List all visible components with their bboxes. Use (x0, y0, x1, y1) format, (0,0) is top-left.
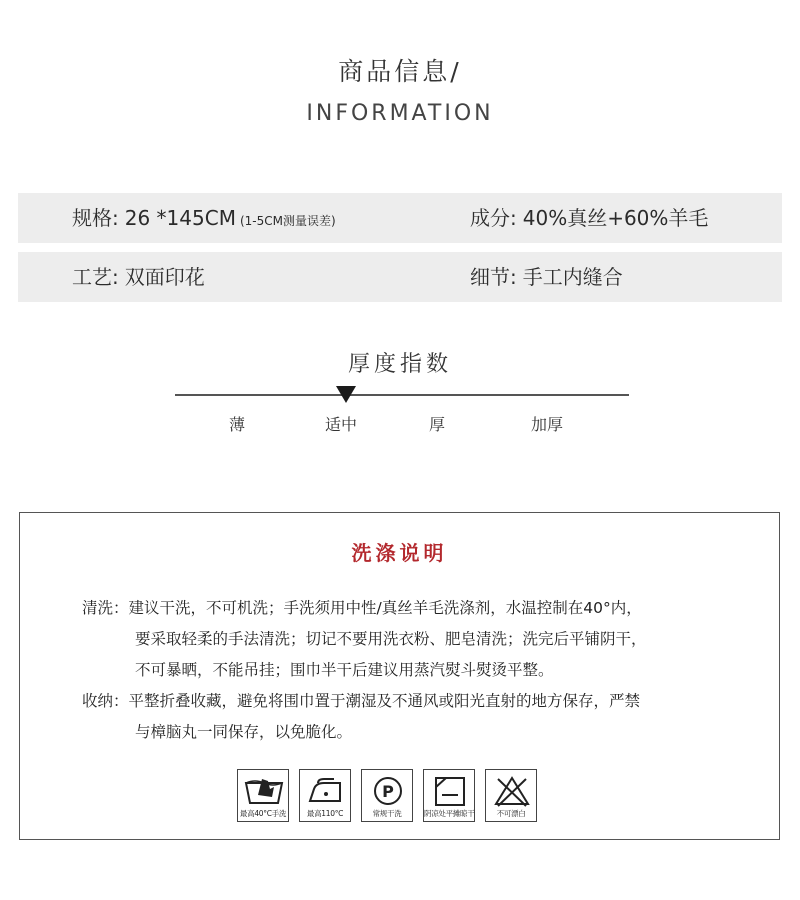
spec-size-value: 26 *145CM (124, 206, 236, 230)
hand-wash-caption: 最高40°C手洗 (239, 809, 287, 818)
care-storage-line: 收纳：平整折叠收藏，避免将围巾置于潮湿及不通风或阳光直射的地方保存，严禁 (82, 692, 641, 710)
spec-craft-label: 工艺: (72, 265, 119, 289)
spec-craft (72, 252, 205, 302)
thickness-level-thin: 薄 (229, 415, 246, 434)
spec-detail-value: 手工内缝合 (522, 265, 623, 289)
care-wash-line: 不可暴晒，不能吊挂；围巾半干后建议用蒸汽熨斗熨烫平整。 (135, 661, 554, 679)
shade-dry-flat-caption: 阴凉处平摊晾干 (424, 809, 475, 818)
spec-detail (470, 252, 623, 302)
spec-material-label: 成分: (470, 206, 517, 230)
spec-detail-label: 细节: (470, 265, 517, 289)
care-wash-line: 清洗：建议干洗，不可机洗；手洗须用中性/真丝羊毛洗涤剂，水温控制在40°内， (82, 599, 642, 617)
spec-size (72, 193, 336, 243)
dry-clean-caption: 常规干洗 (372, 809, 402, 818)
thickness-level-medium: 适中 (325, 415, 358, 434)
spec-material (470, 193, 708, 243)
hand-wash-icon (237, 769, 289, 822)
care-storage-line: 与樟脑丸一同保存，以免脆化。 (135, 723, 353, 741)
page-title-en: INFORMATION (306, 101, 494, 126)
thickness-level-thick: 厚 (429, 415, 446, 434)
spec-row-1 (18, 193, 782, 243)
thickness-marker-icon (336, 386, 356, 403)
do-not-bleach-caption: 不可漂白 (496, 809, 526, 818)
iron-icon (299, 769, 351, 822)
thickness-scale-line (175, 394, 629, 396)
shade-dry-flat-icon (423, 769, 475, 822)
spec-size-label: 规格: (72, 206, 119, 230)
care-title: 洗涤说明 (351, 541, 448, 565)
svg-text:P: P (382, 782, 394, 801)
iron-caption: 最高110°C (306, 809, 344, 818)
page-title-cn: 商品信息/ (338, 57, 462, 86)
dry-clean-icon (361, 769, 413, 822)
do-not-bleach-icon (485, 769, 537, 822)
thickness-title: 厚度指数 (347, 352, 452, 377)
spec-material-value: 40%真丝+60%羊毛 (522, 206, 709, 230)
spec-row-2 (18, 252, 782, 302)
care-icons (237, 769, 537, 825)
care-wash-line: 要采取轻柔的手法清洗；切记不要用洗衣粉、肥皂清洗；洗完后平铺阴干， (135, 630, 647, 648)
care-instructions-box (19, 512, 780, 840)
thickness-level-extra-thick: 加厚 (531, 415, 564, 434)
spec-size-note: (1-5CM测量误差) (239, 214, 336, 228)
spec-craft-value: 双面印花 (124, 265, 205, 289)
care-storage-paragraph (82, 686, 742, 748)
care-wash-paragraph (82, 593, 742, 686)
